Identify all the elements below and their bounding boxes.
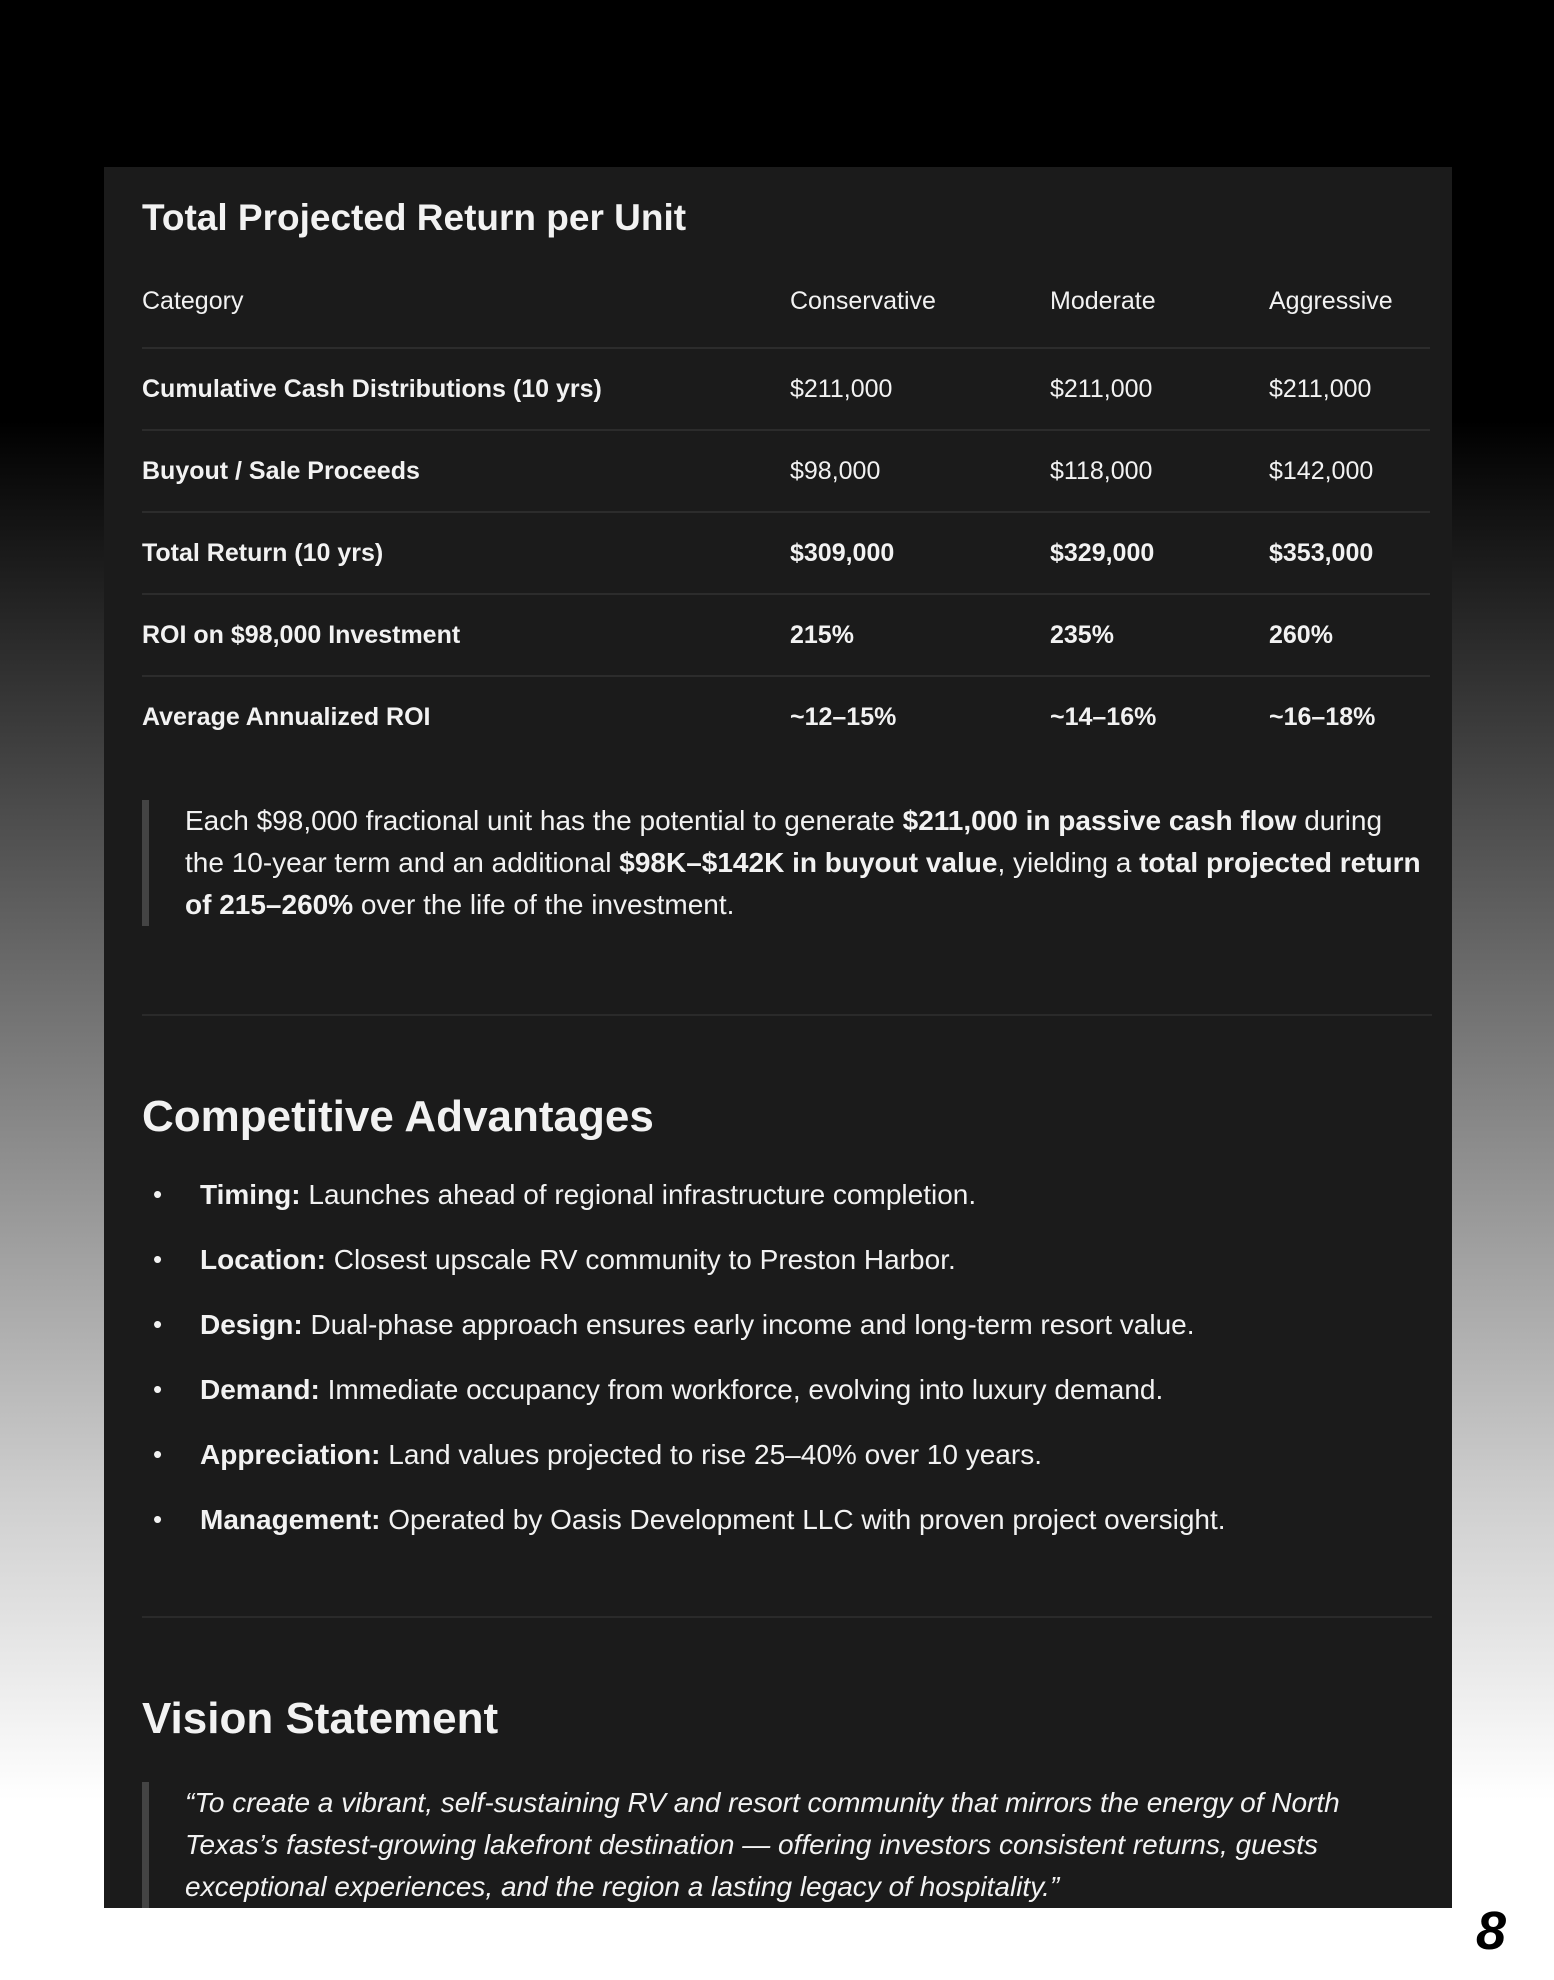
cell-moderate: $211,000 <box>1050 348 1269 430</box>
content-panel <box>104 167 1452 1908</box>
list-item <box>142 1162 1430 1227</box>
section-divider <box>142 1014 1432 1016</box>
table-row <box>142 594 1430 676</box>
header-moderate: Moderate <box>1050 287 1156 315</box>
bullet-icon: • <box>153 1504 163 1534</box>
list-item <box>142 1292 1430 1357</box>
item-label: Management: <box>200 1504 381 1535</box>
cell-moderate: $118,000 <box>1050 430 1269 512</box>
header-conservative: Conservative <box>790 287 936 315</box>
bullet-icon: • <box>153 1179 163 1209</box>
returns-title: Total Projected Return per Unit <box>142 197 687 238</box>
cell-aggressive: ~16–18% <box>1269 676 1430 757</box>
callout-text: , yielding a <box>997 847 1140 878</box>
item-text: Dual-phase approach ensures early income and long-term resort value. <box>302 1309 1195 1340</box>
bullet-icon: • <box>153 1309 163 1339</box>
bullet-icon: • <box>153 1244 163 1274</box>
list-item <box>142 1487 1430 1552</box>
callout-text: Each $98,000 fractional unit has the potential to generate <box>185 805 903 836</box>
row-category: Total Return (10 yrs) <box>142 512 790 594</box>
advantages-list <box>142 1162 1430 1552</box>
callout-text: over the life of the investment. <box>353 889 735 920</box>
item-label: Appreciation: <box>200 1439 381 1470</box>
vision-title: Vision Statement <box>142 1694 499 1743</box>
list-item <box>142 1357 1430 1422</box>
advantages-title: Competitive Advantages <box>142 1092 654 1141</box>
cell-aggressive: $211,000 <box>1269 348 1430 430</box>
cell-aggressive: $353,000 <box>1269 512 1430 594</box>
item-text: Immediate occupancy from workforce, evolving into luxury demand. <box>319 1374 1164 1405</box>
callout-text: during the 10-year term and an additional <box>185 805 1383 878</box>
table-header-row <box>142 287 1430 348</box>
cell-conservative: $309,000 <box>790 512 1050 594</box>
item-label: Timing: <box>200 1179 301 1210</box>
vision-quote: “To create a vibrant, self-sustaining RV and resort community that mirrors the energy of North Texas’s fastest-growing lakefront destination — offering investors consistent returns, guests exceptional experiences, and the region a lasting legacy of hospitality.” <box>142 1782 1423 1908</box>
section-divider <box>142 1616 1432 1618</box>
cell-moderate: ~14–16% <box>1050 676 1269 757</box>
row-category: ROI on $98,000 Investment <box>142 594 790 676</box>
table-row <box>142 430 1430 512</box>
item-text: Land values projected to rise 25–40% over 10 years. <box>380 1439 1042 1470</box>
cell-aggressive: 260% <box>1269 594 1430 676</box>
item-text: Closest upscale RV community to Preston Harbor. <box>326 1244 956 1275</box>
item-label: Design: <box>200 1309 303 1340</box>
cell-conservative: $98,000 <box>790 430 1050 512</box>
bullet-icon: • <box>153 1439 163 1469</box>
page-number: 8 <box>1475 1901 1506 1961</box>
row-category: Cumulative Cash Distributions (10 yrs) <box>142 348 790 430</box>
cell-conservative: ~12–15% <box>790 676 1050 757</box>
cell-moderate: 235% <box>1050 594 1269 676</box>
row-category: Buyout / Sale Proceeds <box>142 430 790 512</box>
table-row <box>142 676 1430 757</box>
item-text: Operated by Oasis Development LLC with proven project oversight. <box>380 1504 1226 1535</box>
header-aggressive: Aggressive <box>1269 287 1393 315</box>
header-category: Category <box>142 287 244 315</box>
cell-conservative: 215% <box>790 594 1050 676</box>
item-text: Launches ahead of regional infrastructure completion. <box>300 1179 977 1210</box>
cell-aggressive: $142,000 <box>1269 430 1430 512</box>
cell-moderate: $329,000 <box>1050 512 1269 594</box>
callout-highlight: total projected return of 215–260% <box>185 847 1421 920</box>
cell-conservative: $211,000 <box>790 348 1050 430</box>
callout-highlight: $211,000 in passive cash flow <box>902 805 1297 836</box>
table-row <box>142 512 1430 594</box>
table-row <box>142 348 1430 430</box>
row-category: Average Annualized ROI <box>142 676 790 757</box>
item-label: Demand: <box>200 1374 320 1405</box>
list-item <box>142 1227 1430 1292</box>
item-label: Location: <box>200 1244 326 1275</box>
list-item <box>142 1422 1430 1487</box>
callout-highlight: $98K–$142K in buyout value <box>619 847 998 878</box>
returns-callout <box>142 800 1423 926</box>
returns-table <box>142 287 1430 757</box>
bullet-icon: • <box>153 1374 163 1404</box>
